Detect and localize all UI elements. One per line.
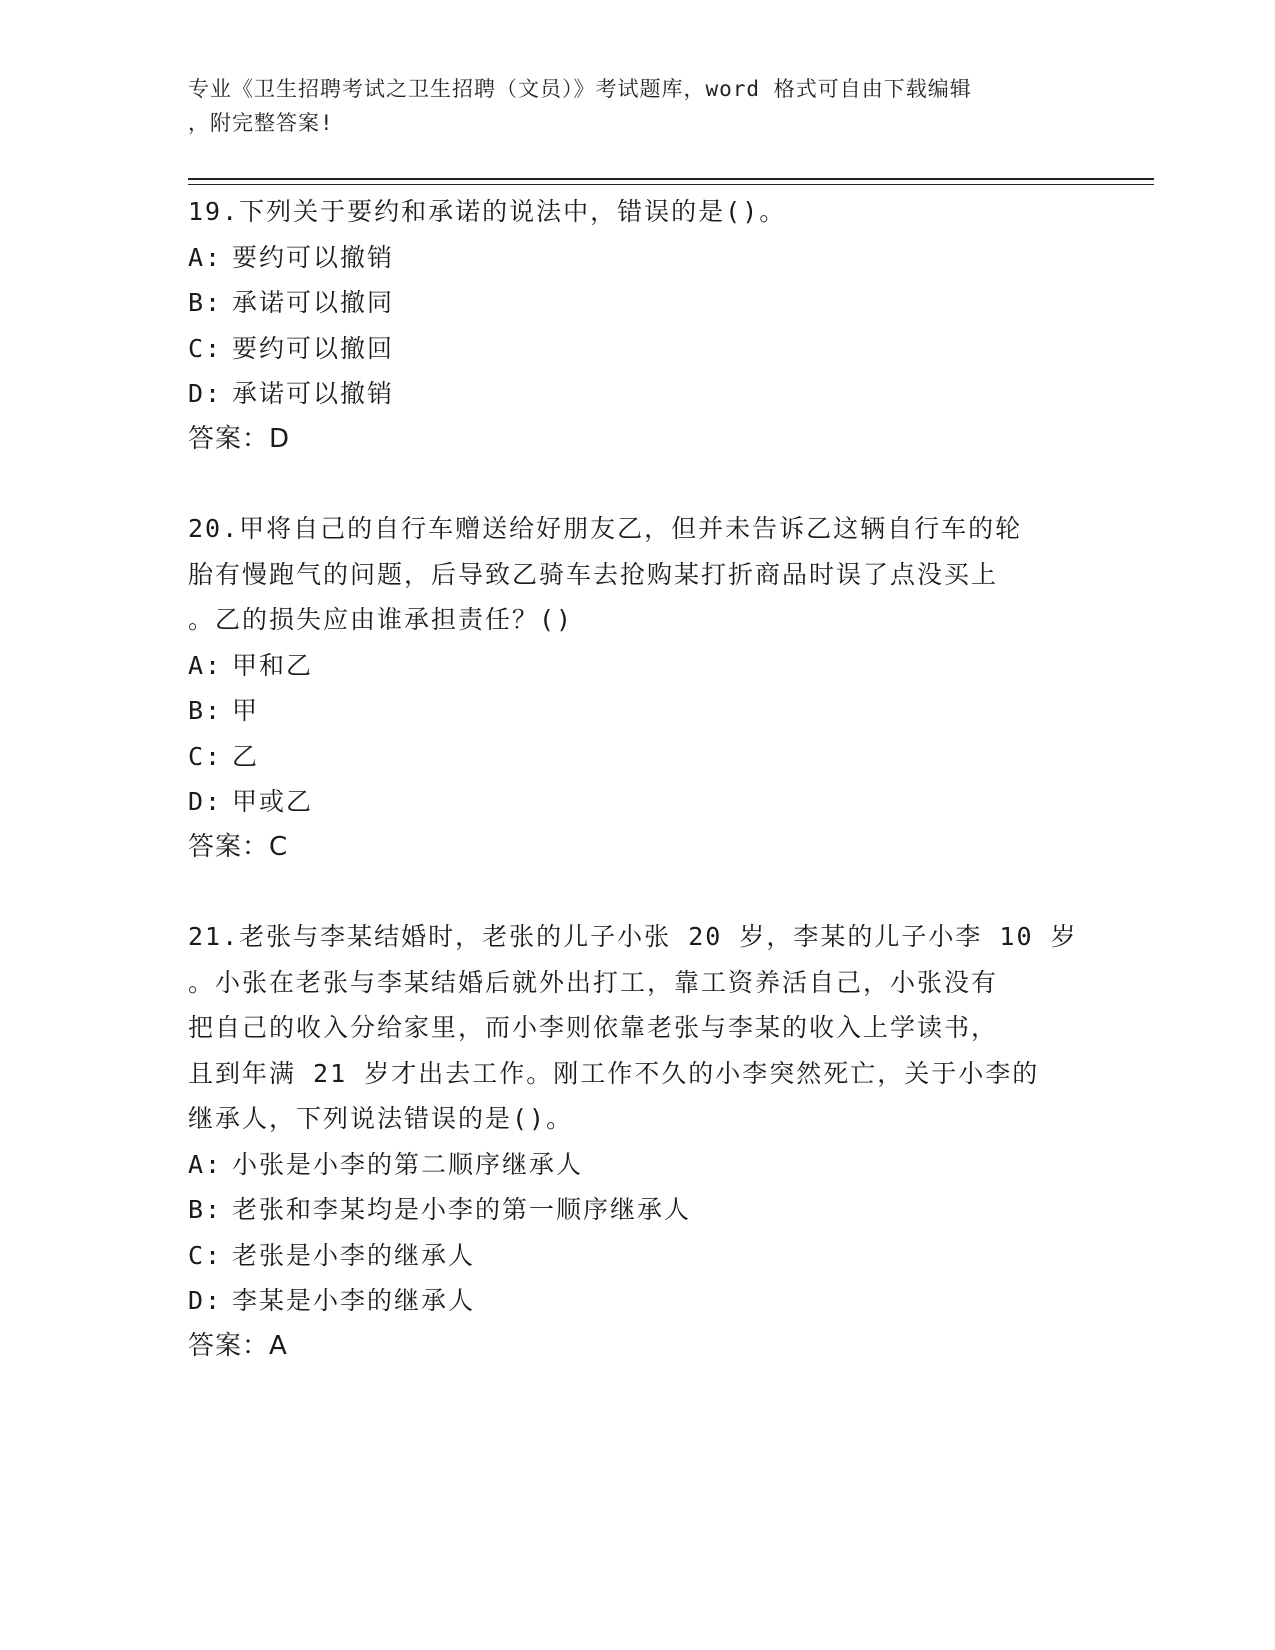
- option-key: A:: [188, 1149, 223, 1179]
- option-text: 甲和乙: [232, 650, 314, 680]
- option-text: 老张和李某均是小李的第一顺序继承人: [232, 1195, 692, 1224]
- option-key: D:: [188, 1286, 223, 1315]
- option-key: A:: [188, 650, 223, 680]
- option-text: 承诺可以撤销: [232, 379, 395, 408]
- option-key: D:: [188, 787, 223, 816]
- document-header: [188, 72, 1068, 140]
- question-stem-line: 19.下列关于要约和承诺的说法中，错误的是()。: [188, 197, 787, 226]
- option-a: [188, 235, 1078, 281]
- option-b: [188, 1187, 1078, 1233]
- question-stem-line: 且到年满 21 岁才出去工作。刚工作不久的小李突然死亡，关于小李的: [188, 1058, 1040, 1088]
- question-stem-line: 。乙的损失应由谁承担责任？(): [188, 605, 574, 634]
- option-a: [188, 643, 1078, 689]
- option-text: 甲或乙: [232, 787, 314, 816]
- option-c: [188, 734, 1078, 780]
- option-text: 李某是小李的继承人: [232, 1286, 476, 1315]
- option-b: [188, 688, 1078, 734]
- question-20: [188, 506, 1078, 870]
- option-key: C:: [188, 741, 223, 771]
- answer-line: 答案：C: [188, 831, 289, 862]
- question-stem-line: 。小张在老张与李某结婚后就外出打工，靠工资养活自己，小张没有: [188, 967, 999, 997]
- option-key: C:: [188, 333, 223, 363]
- question-stem-line: 20.甲将自己的自行车赠送给好朋友乙，但并未告诉乙这辆自行车的轮: [188, 514, 1023, 543]
- option-text: 乙: [232, 741, 260, 771]
- question-stem-line: 把自己的收入分给家里，而小李则依靠老张与李某的收入上学读书，: [188, 1013, 999, 1042]
- answer-line: 答案：A: [188, 1330, 288, 1361]
- option-text: 要约可以撤回: [232, 333, 395, 363]
- option-a: [188, 1142, 1078, 1188]
- option-text: 要约可以撤销: [232, 242, 395, 272]
- option-d: [188, 371, 1078, 417]
- option-key: B:: [188, 288, 223, 317]
- option-b: [188, 280, 1078, 326]
- header-line-2: ，附完整答案!: [188, 111, 334, 135]
- header-divider-thick: [188, 178, 1154, 180]
- option-key: D:: [188, 379, 223, 408]
- option-d: [188, 779, 1078, 825]
- option-d: [188, 1278, 1078, 1324]
- option-text: 小张是小李的第二顺序继承人: [232, 1149, 584, 1179]
- option-c: [188, 1233, 1078, 1279]
- option-text: 甲: [232, 696, 260, 725]
- option-key: B:: [188, 1195, 223, 1224]
- question-stem-line: 继承人，下列说法错误的是()。: [188, 1104, 574, 1133]
- header-line-1: 专业《卫生招聘考试之卫生招聘（文员）》考试题库，word 格式可自由下载编辑: [188, 77, 972, 101]
- question-stem-line: 21.老张与李某结婚时，老张的儿子小张 20 岁，李某的儿子小李 10 岁: [188, 922, 1078, 951]
- option-text: 承诺可以撤同: [232, 288, 395, 317]
- option-c: [188, 326, 1078, 372]
- question-stem-line: 胎有慢跑气的问题，后导致乙骑车去抢购某打折商品时误了点没买上: [188, 559, 999, 589]
- option-key: C:: [188, 1240, 223, 1270]
- option-text: 老张是小李的继承人: [232, 1240, 476, 1270]
- question-21: [188, 914, 1078, 1369]
- option-key: B:: [188, 696, 223, 725]
- option-key: A:: [188, 242, 223, 272]
- question-19: [188, 189, 1078, 462]
- answer-line: 答案：D: [188, 423, 291, 454]
- header-divider-thin: [188, 184, 1154, 185]
